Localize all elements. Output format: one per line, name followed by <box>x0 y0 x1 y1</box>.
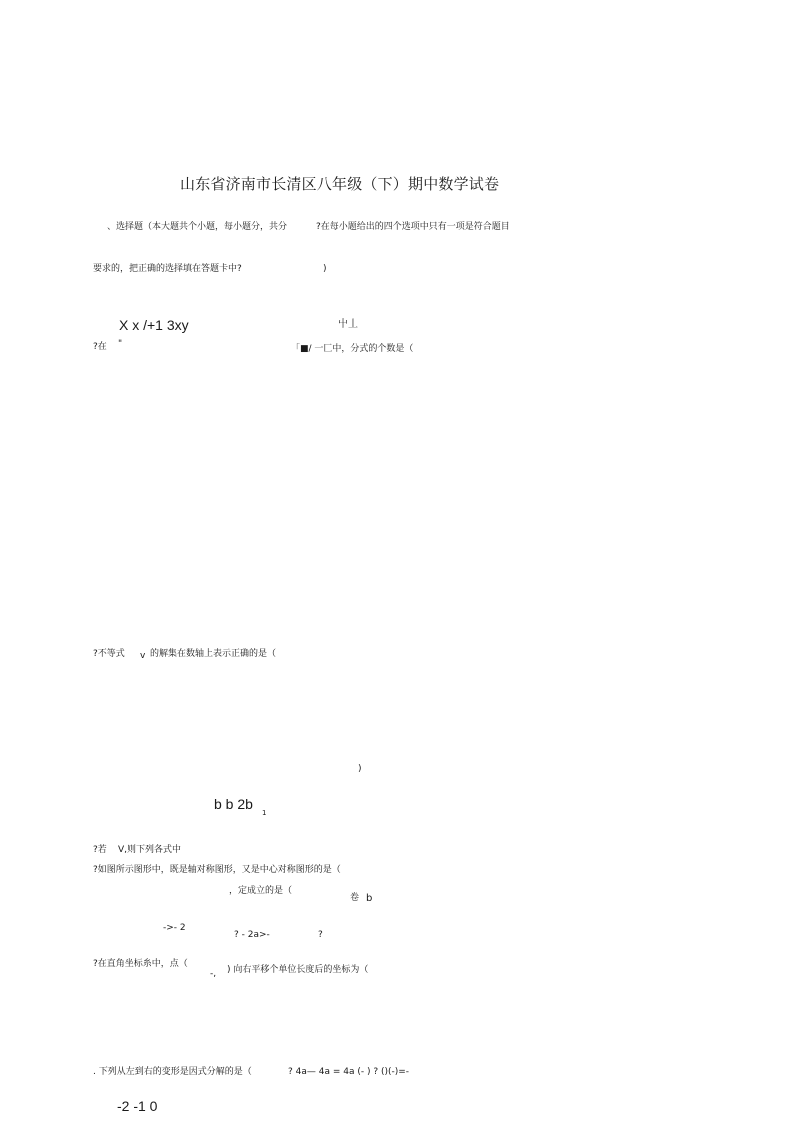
q3-option-b: ? - 2a>- <box>234 930 270 940</box>
q3-line2: ，定成立的是（ <box>229 886 293 896</box>
q5-stem: ) 向右平移个单位长度后的坐标为（ <box>227 965 369 975</box>
section-intro-line1-b: ?在每小题给出的四个选项中只有一项是符合题目 <box>316 222 510 232</box>
page-title: 山东省济南市长清区八年级（下）期中数学试卷 <box>180 175 500 193</box>
section-intro-line2-a: 要求的，把正确的选择填在答题卡中? <box>93 264 242 274</box>
q3-expression: b b 2b <box>214 796 253 812</box>
q5-prefix: ?在直角坐标糸中，点（ <box>93 959 188 969</box>
q3-option-a: ->- 2 <box>163 923 186 933</box>
section-intro-line2-b: ) <box>323 264 327 274</box>
number-line-labels: -2 -1 0 <box>117 1098 158 1114</box>
q2-stem: 的解集在数轴上表示正确的是（ <box>150 649 277 659</box>
q3-option-c: ? <box>318 930 323 940</box>
q3-stem: V,则下列各式中 <box>118 845 182 855</box>
q3-juan: 卷 <box>350 893 360 903</box>
q3-b: b <box>366 893 373 904</box>
q2-close: ) <box>358 764 362 774</box>
q1-prefix: ?在 <box>93 342 107 352</box>
q1-quote: " <box>118 339 123 349</box>
q2-v: v <box>140 651 146 661</box>
q2-prefix: ?不等式 <box>93 649 125 659</box>
section-intro-line1-a: 、选择题（本大题共个小题，每小题分，共分 <box>107 222 288 232</box>
q6-stem: . 下列从左到右的变形是因式分解的是（ <box>93 1067 252 1077</box>
q5-mid: -, <box>210 969 217 979</box>
q1-glyph: 屮丄 <box>338 319 358 330</box>
q6-options: ? 4a— 4a = 4a (- ) ? ()(-)=- <box>288 1067 410 1077</box>
q3-subscript: 1 <box>262 809 267 817</box>
q1-expression: X x /+1 3xy <box>119 317 189 333</box>
q4-stem: ?如图所示图形中，既是轴对称图形，又是中心对称图形的是（ <box>93 865 341 875</box>
q1-stem: 「■/ 一匚中，分式的个数是（ <box>291 344 414 354</box>
q3-prefix: ?若 <box>93 845 107 855</box>
